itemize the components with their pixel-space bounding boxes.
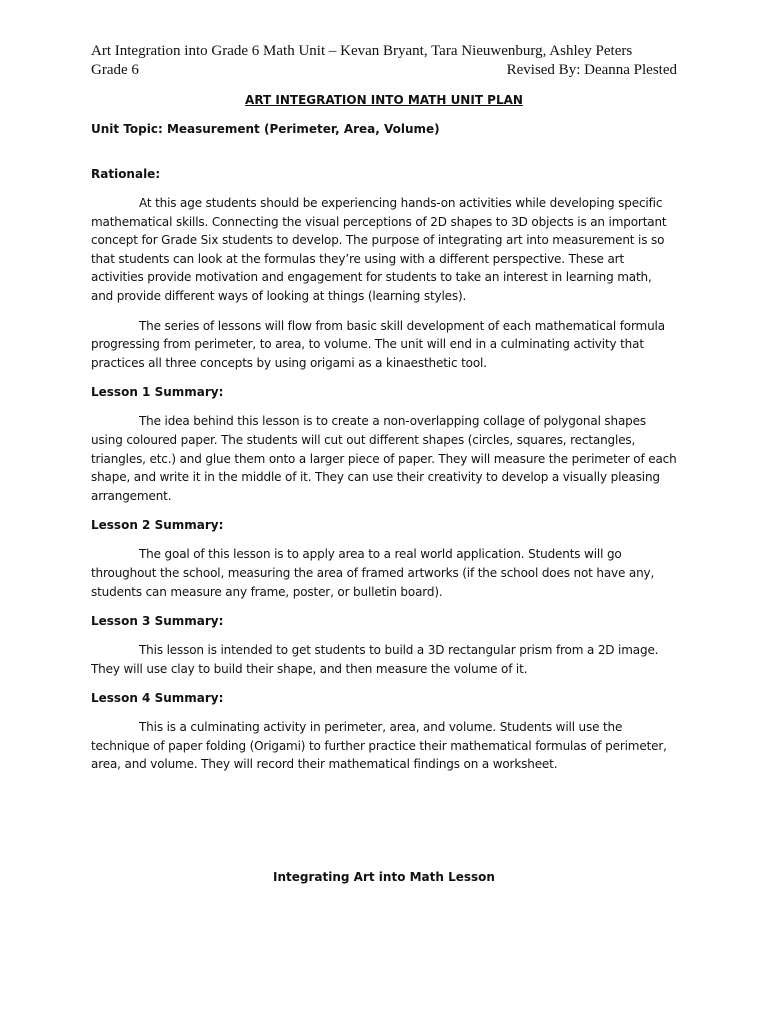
lesson-1-summary: The idea behind this lesson is to create a non-overlapping collage of polygonal shapes using coloured paper. The students will cut out different shapes (circles, squares, rectangles, triangles, etc.) and glue them onto a larger piece of paper. They will measure the perimeter of each shape, and write it in the middle of it. They can use their creativity to develop a visually pleasing arrangement. bbox=[91, 414, 677, 503]
document-page bbox=[91, 42, 677, 884]
lesson-4-summary: This is a culminating activity in perimeter, area, and volume. Students will use the technique of paper folding (Origami) to further practice their mathematical formulas of perimeter, area, and volume. They will record their mathematical findings on a worksheet. bbox=[91, 720, 667, 772]
header-grade-row bbox=[91, 61, 677, 80]
rationale-heading: Rationale: bbox=[91, 167, 161, 181]
lesson-3-summary: This lesson is intended to get students to build a 3D rectangular prism from a 2D image. They will use clay to build their shape, and then measure the volume of it. bbox=[91, 643, 659, 676]
rationale-paragraph: At this age students should be experiencing hands-on activities while developing specific mathematical skills. Connecting the visual perceptions of 2D shapes to 3D objects is an important concept for Grade Six students to develop. The purpose of integrating art into measurement is so that students can look at the formulas they’re using with a different perspective. These art activities provide motivation and engagement for students to take an interest in learning math, and provide different ways of looking at things (learning styles). bbox=[91, 196, 667, 303]
unit-topic: Unit Topic: Measurement (Perimeter, Area, Volume) bbox=[91, 122, 440, 136]
lesson-1-heading: Lesson 1 Summary: bbox=[91, 385, 224, 400]
lesson-4-heading: Lesson 4 Summary: bbox=[91, 691, 224, 706]
lesson-section-title: Integrating Art into Math Lesson bbox=[273, 870, 495, 885]
lesson-2-heading: Lesson 2 Summary: bbox=[91, 518, 224, 533]
rationale-paragraph: The series of lessons will flow from basic skill development of each mathematical formula progressing from perimeter, to area, to volume. The unit will end in a culminating activity that practices all three concepts by using origami as a kinaesthetic tool. bbox=[91, 318, 665, 370]
header-grade: Grade 6 bbox=[91, 62, 139, 78]
header-authors-line: Art Integration into Grade 6 Math Unit – Kevan Bryant, Tara Nieuwenburg, Ashley Peters bbox=[91, 43, 633, 59]
document-title: ART INTEGRATION INTO MATH UNIT PLAN bbox=[245, 93, 523, 107]
lesson-3-heading: Lesson 3 Summary: bbox=[91, 614, 224, 629]
lesson-2-summary: The goal of this lesson is to apply area to a real world application. Students will go throughout the school, measuring the area of framed artworks (if the school does not have any, students can measure any frame, poster, or bulletin board). bbox=[91, 547, 655, 599]
header-revised-by: Revised By: Deanna Plested bbox=[506, 62, 677, 78]
document-header bbox=[91, 42, 677, 80]
